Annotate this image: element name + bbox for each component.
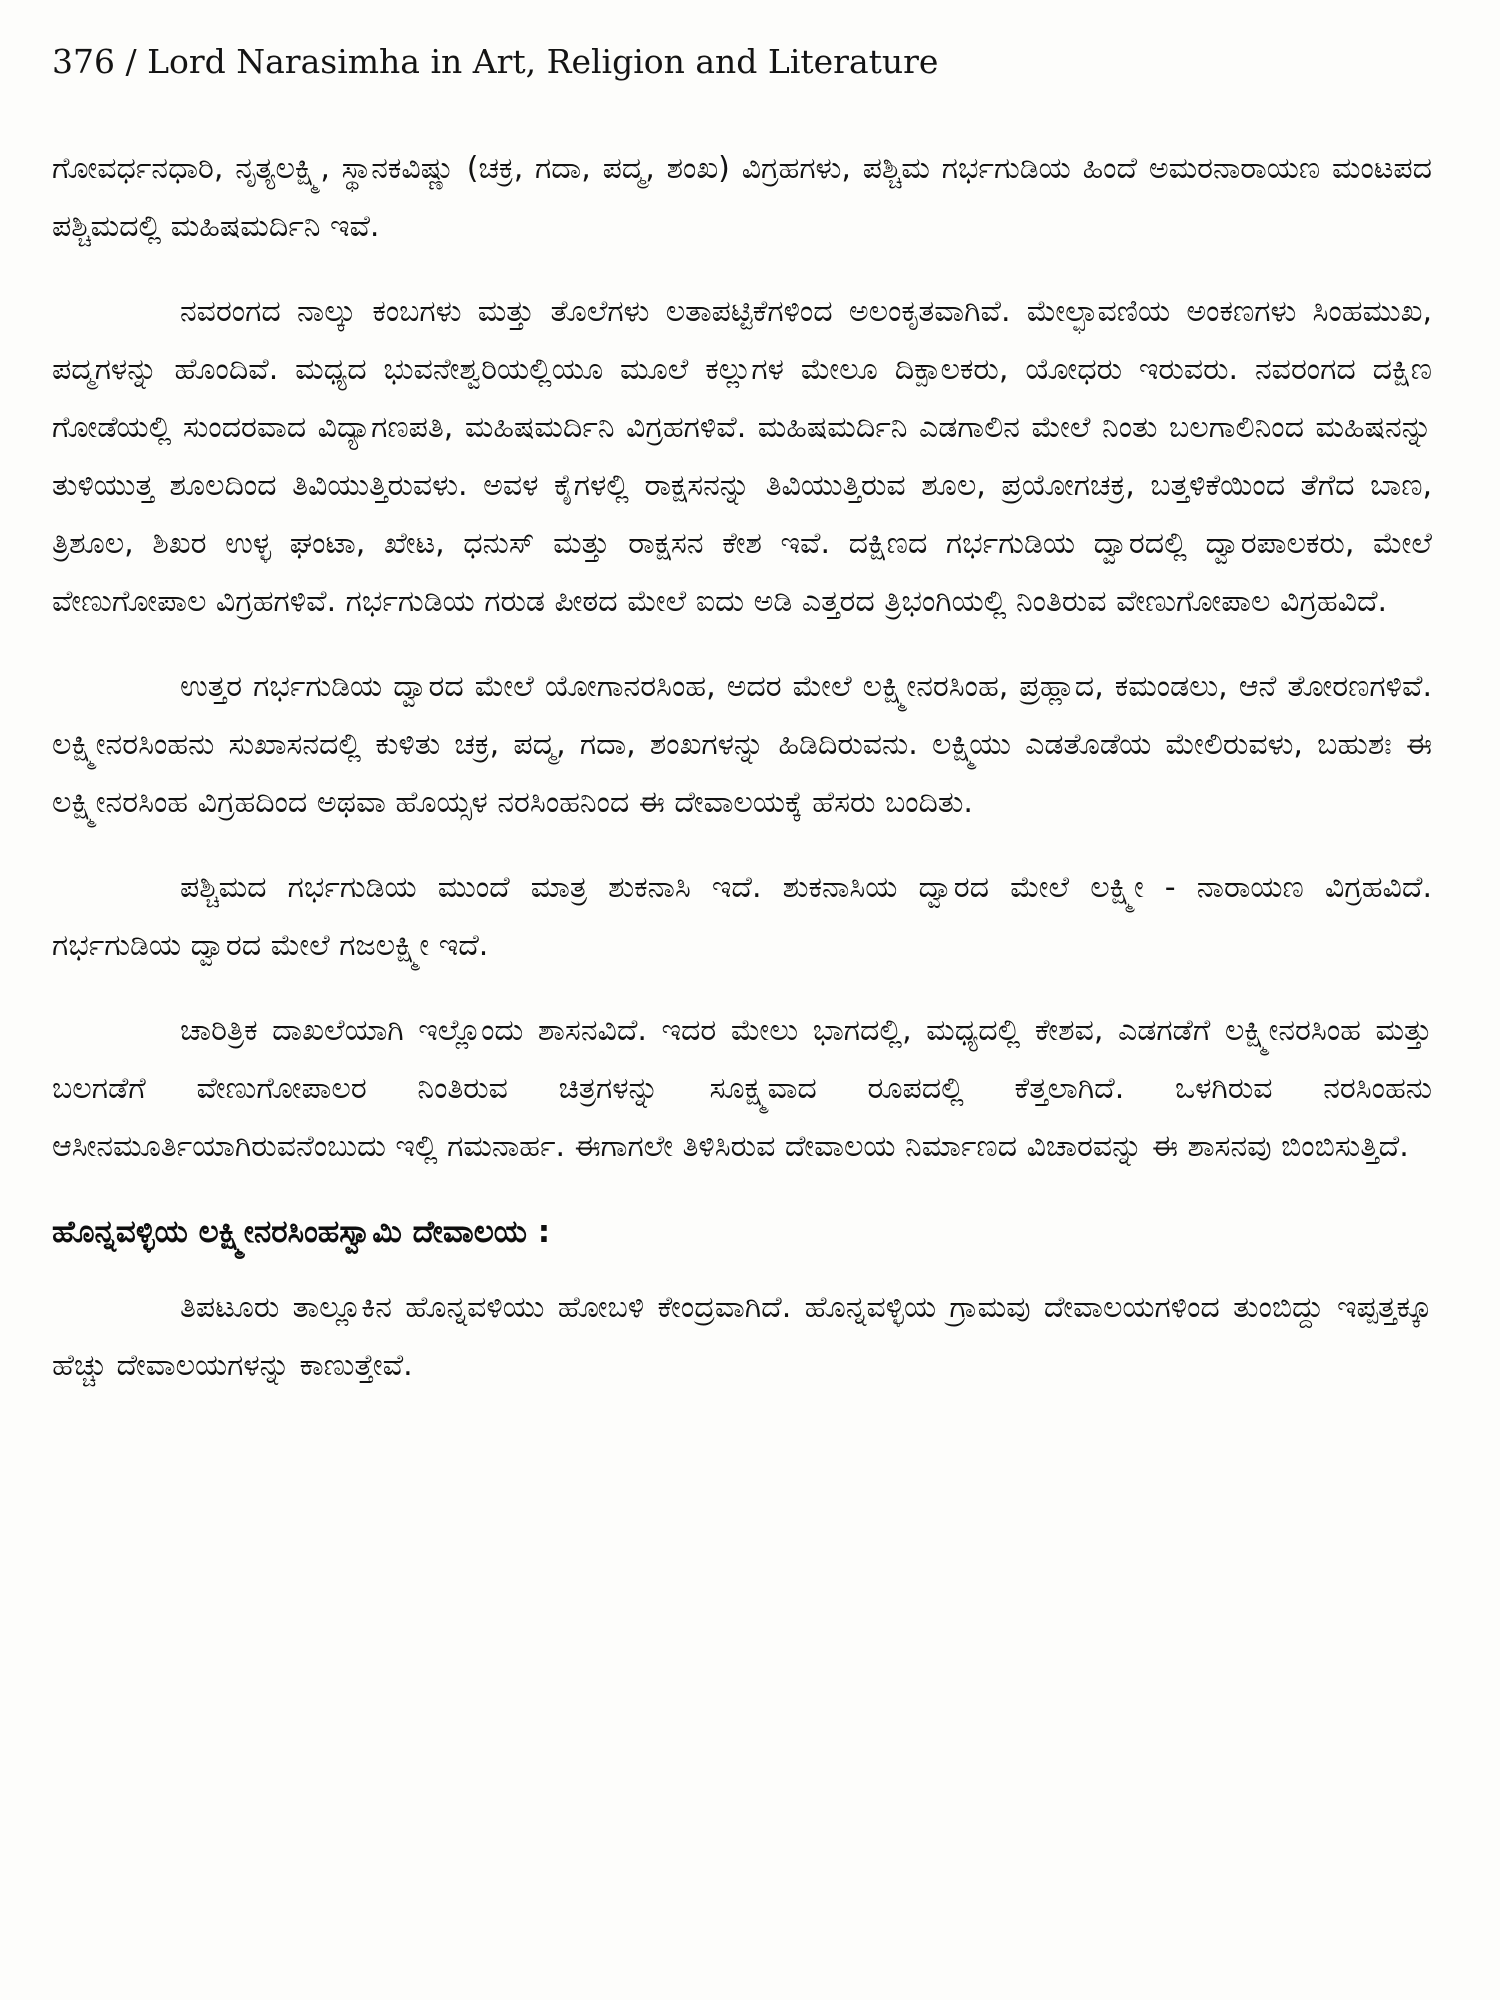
running-header: 376 / Lord Narasimha in Art, Religion and Literature <box>52 42 939 81</box>
paragraph-north-sanctum: ಉತ್ತರ ಗರ್ಭಗುಡಿಯ ದ್ವಾರದ ಮೇಲೆ ಯೋಗಾನರಸಿಂಹ, ಅದರ ಮೇಲೆ ಲಕ್ಷ್ಮೀನರಸಿಂಹ, ಪ್ರಹ್ಲಾದ, ಕಮಂಡಲು, ಆನೆ ತೋರಣಗಳಿವೆ. ಲಕ್ಷ್ಮೀನರಸಿಂಹನು ಸುಖಾಸನದಲ್ಲಿ ಕುಳಿತು ಚಕ್ರ, ಪದ್ಮ, ಗದಾ, ಶಂಖಗಳನ್ನು ಹಿಡಿದಿರುವನು. ಲಕ್ಷ್ಮಿಯು ಎಡತೊಡೆಯ ಮೇಲಿರುವಳು, ಬಹುಶಃ ಈ ಲಕ್ಷ್ಮೀನರಸಿಂಹ ವಿಗ್ರಹದಿಂದ ಅಥವಾ ಹೊಯ್ಸಳ ನರಸಿಂಹನಿಂದ ಈ ದೇವಾಲಯಕ್ಕೆ ಹೆಸರು ಬಂದಿತು. <box>52 669 1432 820</box>
body-text <box>52 140 1432 1422</box>
paragraph-continued: ಗೋವರ್ಧನಧಾರಿ, ನೃತ್ಯಲಕ್ಷ್ಮಿ, ಸ್ಥಾನಕವಿಷ್ಣು (ಚಕ್ರ, ಗದಾ, ಪದ್ಮ, ಶಂಖ) ವಿಗ್ರಹಗಳು, ಪಶ್ಚಿಮ ಗರ್ಭಗುಡಿಯ ಹಿಂದೆ ಅಮರನಾರಾಯಣ ಮಂಟಪದ ಪಶ್ಚಿಮದಲ್ಲಿ ಮಹಿಷಮರ್ದಿನಿ ಇವೆ. <box>52 151 1432 244</box>
paragraph-honnavalli: ತಿಪಟೂರು ತಾಲ್ಲೂಕಿನ ಹೊನ್ನವಳಿಯು ಹೋಬಳಿ ಕೇಂದ್ರವಾಗಿದೆ. ಹೊನ್ನವಳ್ಳಿಯ ಗ್ರಾಮವು ದೇವಾಲಯಗಳಿಂದ ತುಂಬಿದ್ದು ಇಪ್ಪತ್ತಕ್ಕೂ ಹೆಚ್ಚು ದೇವಾಲಯಗಳನ್ನು ಕಾಣುತ್ತೇವೆ. <box>52 1290 1432 1383</box>
section-heading: ಹೊನ್ನವಳ್ಳಿಯ ಲಕ್ಷ್ಮೀನರಸಿಂಹಸ್ವಾಮಿ ದೇವಾಲಯ : <box>52 1214 551 1250</box>
paragraph-navaranga: ನವರಂಗದ ನಾಲ್ಕು ಕಂಬಗಳು ಮತ್ತು ತೊಲೆಗಳು ಲತಾಪಟ್ಟಿಕೆಗಳಿಂದ ಅಲಂಕೃತವಾಗಿವೆ. ಮೇಲ್ಛಾವಣಿಯ ಅಂಕಣಗಳು ಸಿಂಹಮುಖ, ಪದ್ಮಗಳನ್ನು ಹೊಂದಿವೆ. ಮಧ್ಯದ ಭುವನೇಶ್ವರಿಯಲ್ಲಿಯೂ ಮೂಲೆ ಕಲ್ಲುಗಳ ಮೇಲೂ ದಿಕ್ಪಾಲಕರು, ಯೋಧರು ಇರುವರು. ನವರಂಗದ ದಕ್ಷಿಣ ಗೋಡೆಯಲ್ಲಿ ಸುಂದರವಾದ ವಿದ್ಯಾಗಣಪತಿ, ಮಹಿಷಮರ್ದಿನಿ ವಿಗ್ರಹಗಳಿವೆ. ಮಹಿಷಮರ್ದಿನಿ ಎಡಗಾಲಿನ ಮೇಲೆ ನಿಂತು ಬಲಗಾಲಿನಿಂದ ಮಹಿಷನನ್ನು ತುಳಿಯುತ್ತ ಶೂಲದಿಂದ ತಿವಿಯುತ್ತಿರುವಳು. ಅವಳ ಕೈಗಳಲ್ಲಿ ರಾಕ್ಷಸನನ್ನು ತಿವಿಯುತ್ತಿರುವ ಶೂಲ, ಪ್ರಯೋಗಚಕ್ರ, ಬತ್ತಳಿಕೆಯಿಂದ ತೆಗೆದ ಬಾಣ, ತ್ರಿಶೂಲ, ಶಿಖರ ಉಳ್ಳ ಘಂಟಾ, ಖೇಟ, ಧನುಸ್ ಮತ್ತು ರಾಕ್ಷಸನ ಕೇಶ ಇವೆ. ದಕ್ಷಿಣದ ಗರ್ಭಗುಡಿಯ ದ್ವಾರದಲ್ಲಿ ದ್ವಾರಪಾಲಕರು, ಮೇಲೆ ವೇಣುಗೋಪಾಲ ವಿಗ್ರಹಗಳಿವೆ. ಗರ್ಭಗುಡಿಯ ಗರುಡ ಪೀಠದ ಮೇಲೆ ಐದು ಅಡಿ ಎತ್ತರದ ತ್ರಿಭಂಗಿಯಲ್ಲಿ ನಿಂತಿರುವ ವೇಣುಗೋಪಾಲ ವಿಗ್ರಹವಿದೆ. <box>52 294 1432 619</box>
paragraph-inscription: ಚಾರಿತ್ರಿಕ ದಾಖಲೆಯಾಗಿ ಇಲ್ಲೊಂದು ಶಾಸನವಿದೆ. ಇದರ ಮೇಲು ಭಾಗದಲ್ಲಿ, ಮಧ್ಯದಲ್ಲಿ ಕೇಶವ, ಎಡಗಡೆಗೆ ಲಕ್ಷ್ಮೀನರಸಿಂಹ ಮತ್ತು ಬಲಗಡೆಗೆ ವೇಣುಗೋಪಾಲರ ನಿಂತಿರುವ ಚಿತ್ರಗಳನ್ನು ಸೂಕ್ಷ್ಮವಾದ ರೂಪದಲ್ಲಿ ಕೆತ್ತಲಾಗಿದೆ. ಒಳಗಿರುವ ನರಸಿಂಹನು ಆಸೀನಮೂರ್ತಿಯಾಗಿರುವನೆಂಬುದು ಇಲ್ಲಿ ಗಮನಾರ್ಹ. ಈಗಾಗಲೇ ತಿಳಿಸಿರುವ ದೇವಾಲಯ ನಿರ್ಮಾಣದ ವಿಚಾರವನ್ನು ಈ ಶಾಸನವು ಬಿಂಬಿಸುತ್ತಿದೆ. <box>52 1013 1432 1164</box>
paragraph-west-sanctum: ಪಶ್ಚಿಮದ ಗರ್ಭಗುಡಿಯ ಮುಂದೆ ಮಾತ್ರ ಶುಕನಾಸಿ ಇದೆ. ಶುಕನಾಸಿಯ ದ್ವಾರದ ಮೇಲೆ ಲಕ್ಷ್ಮೀ - ನಾರಾಯಣ ವಿಗ್ರಹವಿದೆ. ಗರ್ಭಗುಡಿಯ ದ್ವಾರದ ಮೇಲೆ ಗಜಲಕ್ಷ್ಮೀ ಇದೆ. <box>52 870 1432 963</box>
